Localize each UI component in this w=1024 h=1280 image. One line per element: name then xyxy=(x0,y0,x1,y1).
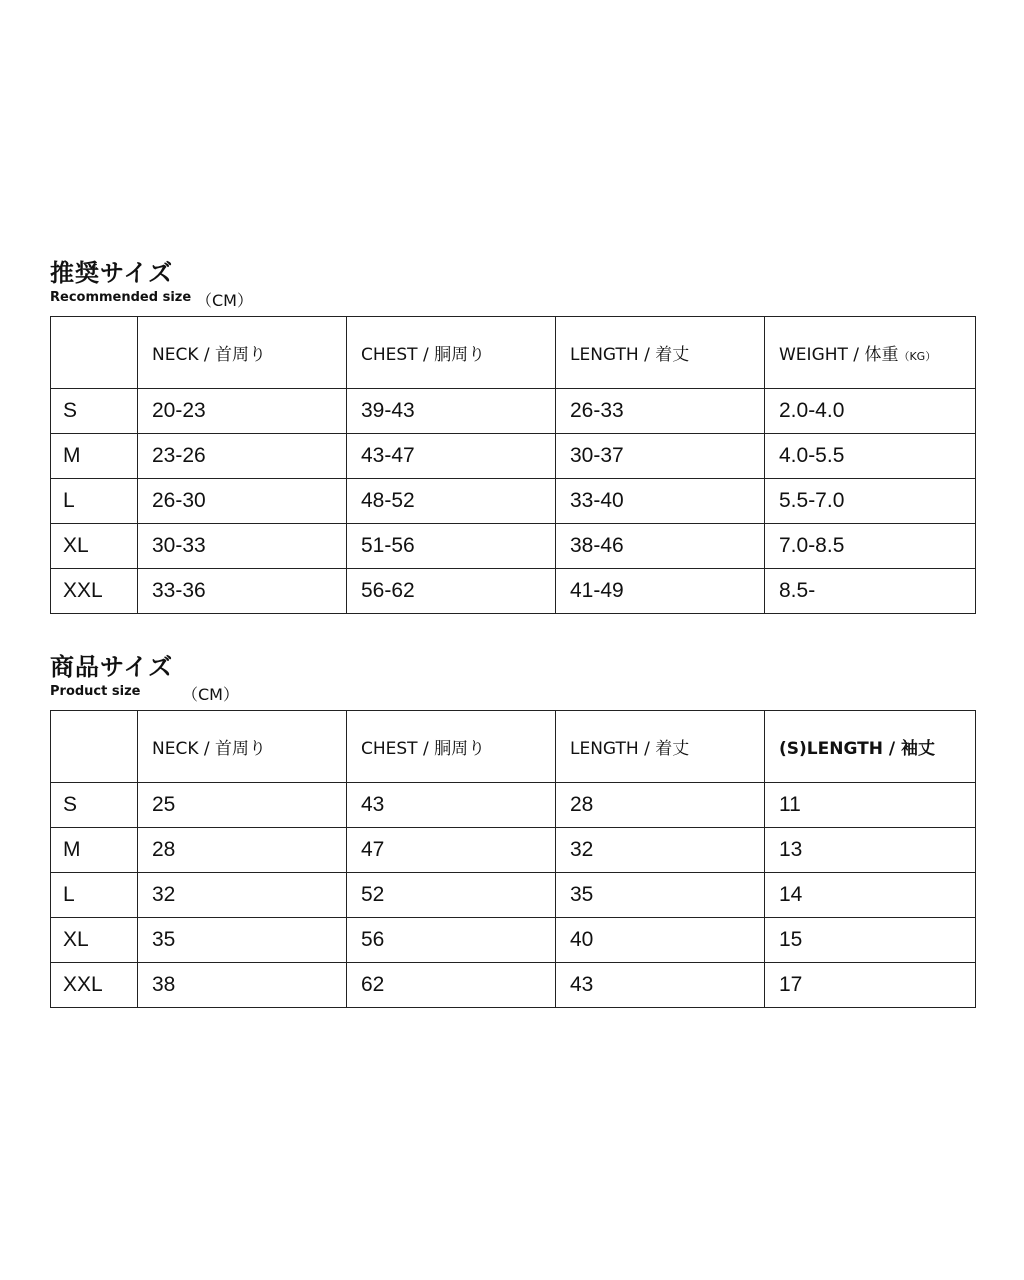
recommended-unit: （CM） xyxy=(196,291,253,310)
header-cell-length: LENGTH / 着丈 xyxy=(556,711,765,783)
chest-cell: 43 xyxy=(347,783,556,828)
table-row xyxy=(51,828,976,873)
recommended-title-en: Recommended size xyxy=(50,290,192,305)
length-cell: 28 xyxy=(556,783,765,828)
length-cell: 43 xyxy=(556,963,765,1008)
neck-cell: 20-23 xyxy=(138,389,347,434)
length-cell: 35 xyxy=(556,873,765,918)
table-row xyxy=(51,873,976,918)
header-cell-weight xyxy=(765,317,976,389)
neck-cell: 35 xyxy=(138,918,347,963)
length-cell: 26-33 xyxy=(556,389,765,434)
table-row xyxy=(51,918,976,963)
weight-cell: 7.0-8.5 xyxy=(765,524,976,569)
size-cell: L xyxy=(51,479,138,524)
header-cell-length: LENGTH / 着丈 xyxy=(556,317,765,389)
neck-cell: 32 xyxy=(138,873,347,918)
header-cell-chest: CHEST / 胴周り xyxy=(347,317,556,389)
length-cell: 40 xyxy=(556,918,765,963)
sleeve-length-cell: 11 xyxy=(765,783,976,828)
size-cell: XXL xyxy=(51,963,138,1008)
product-subtitle-row xyxy=(50,682,974,706)
size-cell: XXL xyxy=(51,569,138,614)
neck-cell: 28 xyxy=(138,828,347,873)
product-unit: （CM） xyxy=(182,685,239,704)
header-cell-sleeve-length: (S)LENGTH / 袖丈 xyxy=(765,711,976,783)
size-cell: S xyxy=(51,389,138,434)
size-cell: XL xyxy=(51,918,138,963)
weight-label: WEIGHT / 体重 xyxy=(779,345,899,365)
table-header-row xyxy=(51,711,976,783)
table-row xyxy=(51,479,976,524)
weight-cell: 4.0-5.5 xyxy=(765,434,976,479)
size-cell: S xyxy=(51,783,138,828)
product-title-jp: 商品サイズ xyxy=(50,653,174,681)
header-cell-neck: NECK / 首周り xyxy=(138,317,347,389)
size-cell: M xyxy=(51,828,138,873)
table-row xyxy=(51,434,976,479)
neck-cell: 23-26 xyxy=(138,434,347,479)
length-cell: 41-49 xyxy=(556,569,765,614)
header-cell-neck: NECK / 首周り xyxy=(138,711,347,783)
chest-cell: 56 xyxy=(347,918,556,963)
recommended-title-jp: 推奨サイズ xyxy=(50,259,174,287)
chest-cell: 62 xyxy=(347,963,556,1008)
weight-cell: 8.5- xyxy=(765,569,976,614)
recommended-subtitle-row xyxy=(50,288,974,312)
length-cell: 33-40 xyxy=(556,479,765,524)
recommended-size-section xyxy=(50,258,974,602)
neck-cell: 33-36 xyxy=(138,569,347,614)
length-cell: 38-46 xyxy=(556,524,765,569)
table-row xyxy=(51,389,976,434)
table-row xyxy=(51,524,976,569)
chest-cell: 47 xyxy=(347,828,556,873)
chest-cell: 52 xyxy=(347,873,556,918)
header-cell-empty xyxy=(51,317,138,389)
weight-cell: 5.5-7.0 xyxy=(765,479,976,524)
sleeve-length-cell: 17 xyxy=(765,963,976,1008)
header-cell-empty xyxy=(51,711,138,783)
header-cell-chest: CHEST / 胴周り xyxy=(347,711,556,783)
chest-cell: 39-43 xyxy=(347,389,556,434)
neck-cell: 25 xyxy=(138,783,347,828)
chest-cell: 56-62 xyxy=(347,569,556,614)
chest-cell: 48-52 xyxy=(347,479,556,524)
size-cell: XL xyxy=(51,524,138,569)
neck-cell: 38 xyxy=(138,963,347,1008)
neck-cell: 26-30 xyxy=(138,479,347,524)
neck-cell: 30-33 xyxy=(138,524,347,569)
recommended-size-table xyxy=(50,316,976,614)
product-title-en: Product size xyxy=(50,684,141,699)
table-header-row xyxy=(51,317,976,389)
table-row xyxy=(51,569,976,614)
product-size-section xyxy=(50,652,974,996)
sleeve-length-cell: 15 xyxy=(765,918,976,963)
table-row xyxy=(51,963,976,1008)
weight-cell: 2.0-4.0 xyxy=(765,389,976,434)
length-cell: 32 xyxy=(556,828,765,873)
sleeve-length-cell: 14 xyxy=(765,873,976,918)
chest-cell: 43-47 xyxy=(347,434,556,479)
chest-cell: 51-56 xyxy=(347,524,556,569)
product-size-table xyxy=(50,710,976,1008)
sleeve-length-cell: 13 xyxy=(765,828,976,873)
size-cell: L xyxy=(51,873,138,918)
table-row xyxy=(51,783,976,828)
weight-unit: （KG） xyxy=(898,350,937,363)
length-cell: 30-37 xyxy=(556,434,765,479)
size-cell: M xyxy=(51,434,138,479)
